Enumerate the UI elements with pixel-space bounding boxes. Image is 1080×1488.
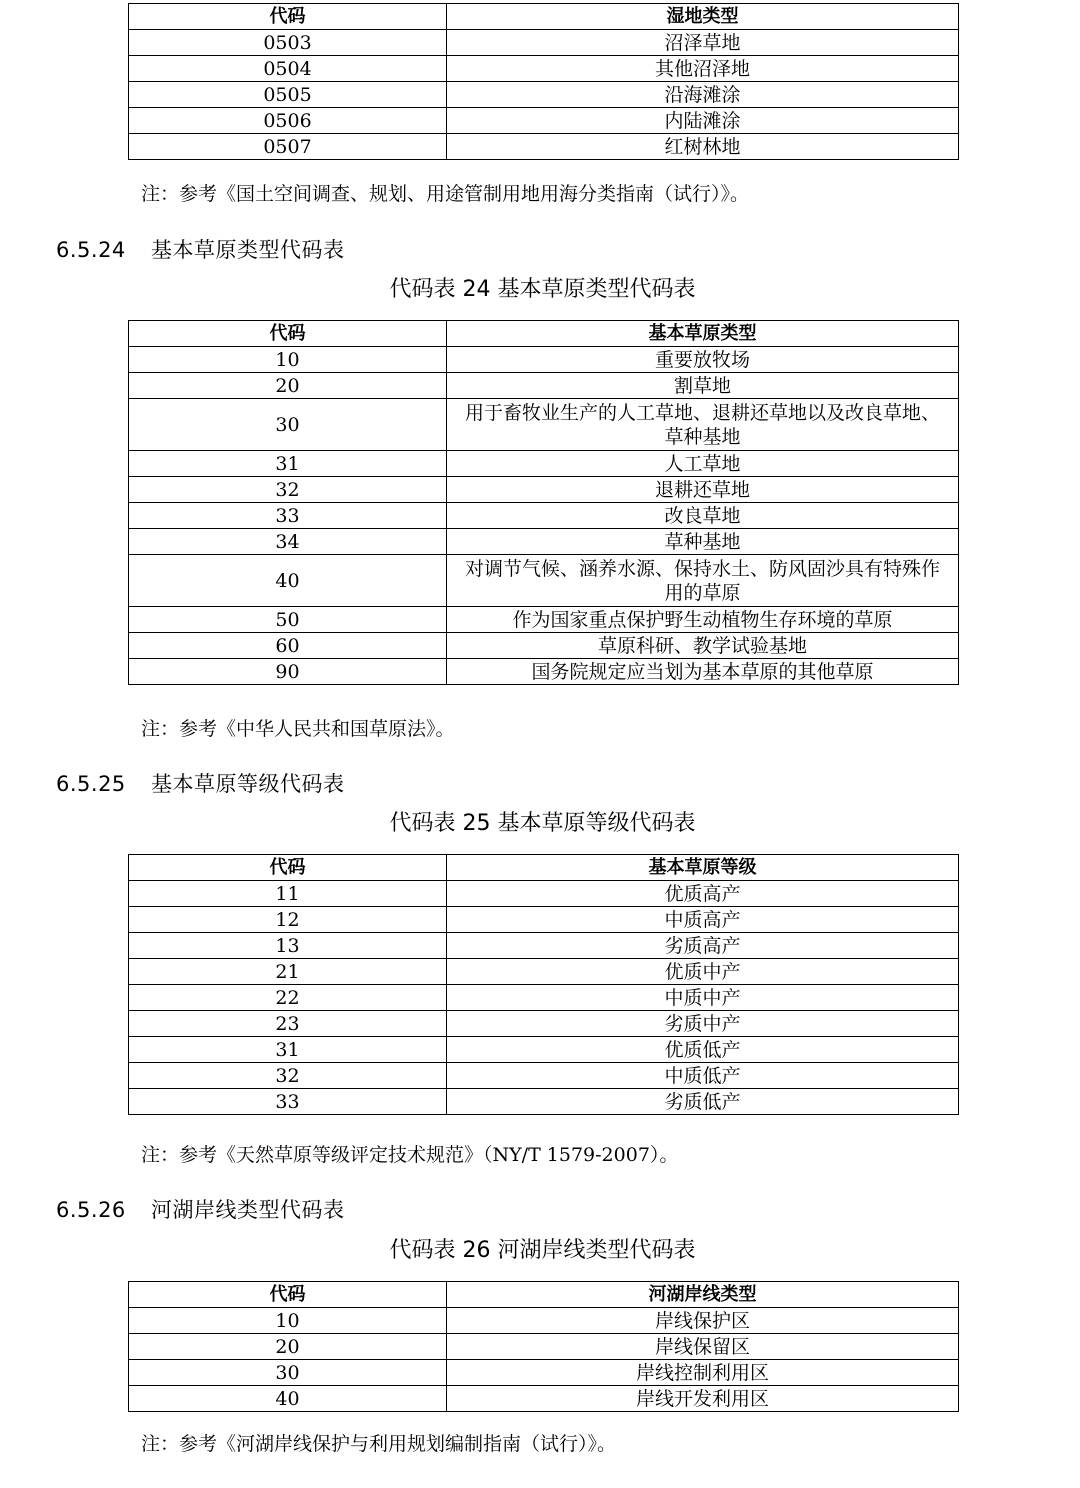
code-cell: 0505 [129, 82, 447, 108]
type-cell: 岸线保留区 [447, 1334, 959, 1360]
type-cell: 沼泽草地 [447, 30, 959, 56]
table-header-row [129, 4, 959, 30]
table-row [129, 1334, 959, 1360]
table-row [129, 134, 959, 160]
type-cell: 草原科研、教学试验基地 [447, 633, 959, 659]
type-cell: 退耕还草地 [447, 477, 959, 503]
table-row [129, 959, 959, 985]
table-row [129, 659, 959, 685]
type-cell: 用于畜牧业生产的人工草地、退耕还草地以及改良草地、草种基地 [447, 399, 959, 451]
code-cell: 12 [129, 907, 447, 933]
column-header-code: 代码 [129, 321, 447, 347]
code-cell: 0507 [129, 134, 447, 160]
section-title: 基本草原等级代码表 [151, 772, 345, 796]
column-header-code: 代码 [129, 4, 447, 30]
column-header-type: 湿地类型 [447, 4, 959, 30]
table-row [129, 1386, 959, 1412]
code-cell: 10 [129, 347, 447, 373]
table-row [129, 1037, 959, 1063]
code-cell: 22 [129, 985, 447, 1011]
code-cell: 40 [129, 1386, 447, 1412]
table-row [129, 555, 959, 607]
section-heading [56, 236, 345, 264]
type-cell: 岸线保护区 [447, 1308, 959, 1334]
table-caption: 代码表 26 河湖岸线类型代码表 [389, 1238, 696, 1263]
type-cell: 作为国家重点保护野生动植物生存环境的草原 [447, 607, 959, 633]
type-cell: 岸线开发利用区 [447, 1386, 959, 1412]
column-header-type: 河湖岸线类型 [447, 1282, 959, 1308]
table-row [129, 108, 959, 134]
code-cell: 0504 [129, 56, 447, 82]
column-header-type: 基本草原类型 [447, 321, 959, 347]
wetland-type-table [128, 3, 959, 160]
section-heading [56, 770, 345, 798]
grade-cell: 优质高产 [447, 881, 959, 907]
code-cell: 10 [129, 1308, 447, 1334]
type-cell: 岸线控制利用区 [447, 1360, 959, 1386]
section-number: 6.5.25 [56, 772, 126, 796]
type-cell: 草种基地 [447, 529, 959, 555]
table-caption: 代码表 24 基本草原类型代码表 [389, 277, 696, 302]
code-cell: 33 [129, 1089, 447, 1115]
table-note: 注：参考《河湖岸线保护与利用规划编制指南（试行）》。 [141, 1433, 617, 1455]
grade-cell: 优质低产 [447, 1037, 959, 1063]
type-cell: 国务院规定应当划为基本草原的其他草原 [447, 659, 959, 685]
code-cell: 0506 [129, 108, 447, 134]
column-header-code: 代码 [129, 855, 447, 881]
grade-cell: 中质低产 [447, 1063, 959, 1089]
code-cell: 21 [129, 959, 447, 985]
table-row [129, 347, 959, 373]
grassland-grade-table [128, 854, 959, 1115]
code-cell: 32 [129, 477, 447, 503]
code-cell: 23 [129, 1011, 447, 1037]
table-row [129, 633, 959, 659]
column-header-code: 代码 [129, 1282, 447, 1308]
table-row [129, 529, 959, 555]
code-cell: 31 [129, 451, 447, 477]
section-number: 6.5.24 [56, 238, 126, 262]
type-cell: 割草地 [447, 373, 959, 399]
table-row [129, 607, 959, 633]
table-note: 注：参考《国土空间调查、规划、用途管制用地用海分类指南（试行）》。 [141, 183, 750, 205]
code-cell: 40 [129, 555, 447, 607]
table-header-row [129, 1282, 959, 1308]
table-row [129, 1308, 959, 1334]
code-cell: 30 [129, 399, 447, 451]
grade-cell: 劣质中产 [447, 1011, 959, 1037]
grade-cell: 优质中产 [447, 959, 959, 985]
table-row [129, 56, 959, 82]
grade-cell: 中质中产 [447, 985, 959, 1011]
section-title: 河湖岸线类型代码表 [151, 1198, 345, 1222]
grade-cell: 中质高产 [447, 907, 959, 933]
table-row [129, 1011, 959, 1037]
type-cell: 沿海滩涂 [447, 82, 959, 108]
section-heading [56, 1196, 345, 1224]
type-cell: 内陆滩涂 [447, 108, 959, 134]
table-row [129, 30, 959, 56]
table-row [129, 1063, 959, 1089]
code-cell: 13 [129, 933, 447, 959]
table-row [129, 985, 959, 1011]
table-row [129, 373, 959, 399]
code-cell: 50 [129, 607, 447, 633]
table-row [129, 933, 959, 959]
code-cell: 32 [129, 1063, 447, 1089]
grassland-type-table [128, 320, 959, 685]
column-header-type: 基本草原等级 [447, 855, 959, 881]
code-cell: 0503 [129, 30, 447, 56]
table-header-row [129, 321, 959, 347]
table-row [129, 477, 959, 503]
section-number: 6.5.26 [56, 1198, 126, 1222]
type-cell: 其他沼泽地 [447, 56, 959, 82]
table-caption: 代码表 25 基本草原等级代码表 [389, 811, 696, 836]
code-cell: 33 [129, 503, 447, 529]
grade-cell: 劣质高产 [447, 933, 959, 959]
table-header-row [129, 855, 959, 881]
type-cell: 重要放牧场 [447, 347, 959, 373]
table-row [129, 399, 959, 451]
code-cell: 20 [129, 1334, 447, 1360]
shoreline-type-table [128, 1281, 959, 1412]
code-cell: 31 [129, 1037, 447, 1063]
section-title: 基本草原类型代码表 [151, 238, 345, 262]
type-cell: 改良草地 [447, 503, 959, 529]
table-row [129, 881, 959, 907]
table-row [129, 503, 959, 529]
table-row [129, 907, 959, 933]
table-row [129, 1360, 959, 1386]
grade-cell: 劣质低产 [447, 1089, 959, 1115]
type-cell: 红树林地 [447, 134, 959, 160]
code-cell: 90 [129, 659, 447, 685]
code-cell: 30 [129, 1360, 447, 1386]
table-note: 注：参考《中华人民共和国草原法》。 [141, 718, 455, 740]
table-row [129, 1089, 959, 1115]
code-cell: 20 [129, 373, 447, 399]
code-cell: 34 [129, 529, 447, 555]
table-row [129, 82, 959, 108]
table-row [129, 451, 959, 477]
type-cell: 对调节气候、涵养水源、保持水土、防风固沙具有特殊作用的草原 [447, 555, 959, 607]
code-cell: 11 [129, 881, 447, 907]
table-note: 注：参考《天然草原等级评定技术规范》（NY/T 1579-2007）。 [141, 1144, 679, 1166]
type-cell: 人工草地 [447, 451, 959, 477]
code-cell: 60 [129, 633, 447, 659]
